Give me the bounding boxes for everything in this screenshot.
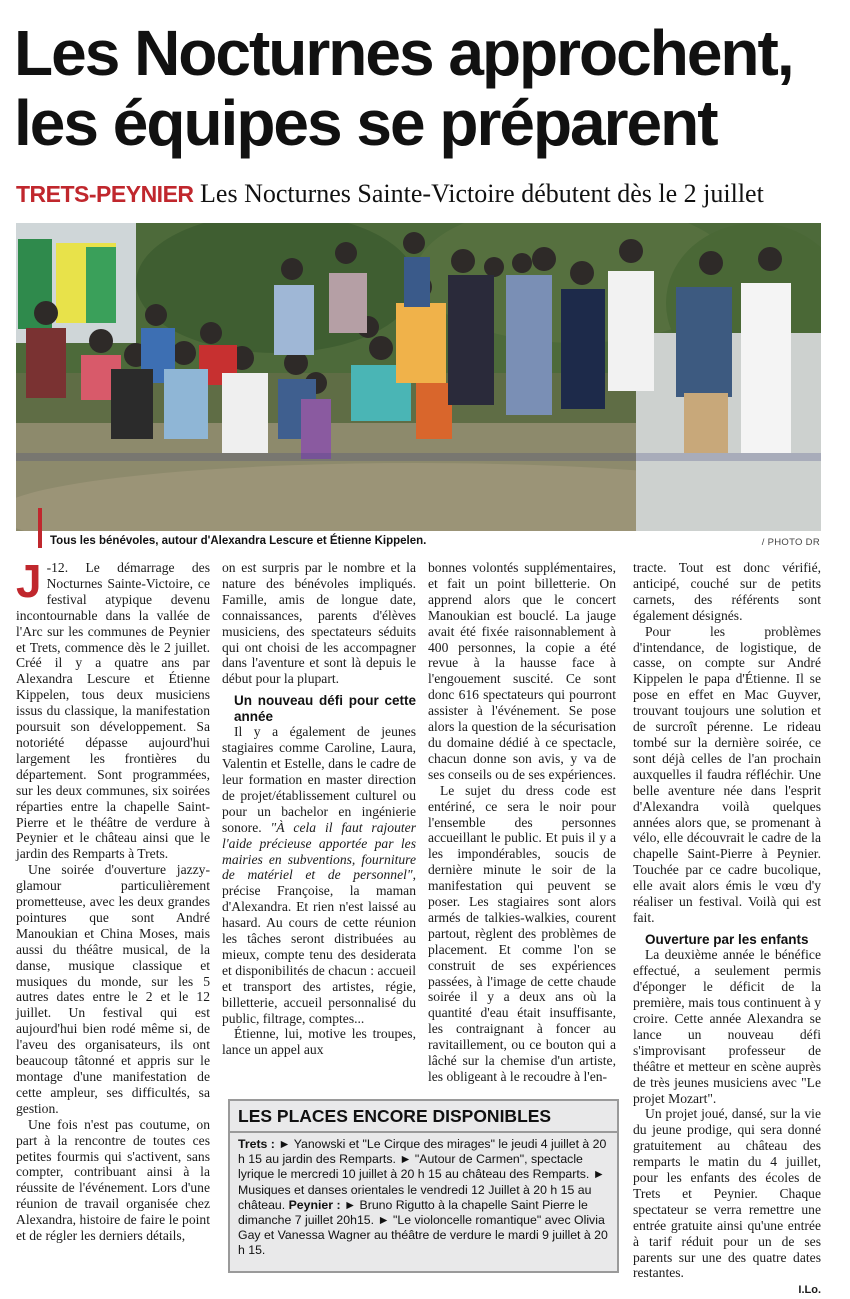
group-photo (16, 223, 821, 531)
peynier-events: ► Bruno Rigutto à la chapelle Saint Pierre le dimanche 7 juillet 20h15. ► "Le violoncelle romantique" avec Olivia Gay et Vanessa Wagner au théâtre de verdure le mardi 9 juillet à 20 h 15. (238, 1197, 608, 1258)
subheading: Ouverture par les enfants (645, 931, 809, 947)
paragraph: J -12. Le démarrage des Nocturnes Sainte-Victoire, ce festival atypique devenu incontournable dans la vallée de l'Arc sur les communes de Peynier et Trets, commence dès le 2 juillet. Créé il y a quatre ans par Alexandra Lescure et Étienne Kippelen, tous deux musiciens issus du classique, la manifestation poursuit son développement. Sa notoriété dépasse aujourd'hui largement les frontières du département. Sont programmées, sur les deux communes, six soirées réparties entre la chapelle Saint-Pierre et le théâtre de verdure à Peynier et le château ainsi que le jardin des Remparts à Trets. (16, 555, 210, 862)
location-tag: TRETS-PEYNIER (16, 181, 194, 207)
paragraph: Étienne, lui, motive les troupes, lance un appel aux (222, 1026, 416, 1058)
paragraph: Le sujet du dress code est entériné, ce sera le noir pour l'ensemble des personnes accueillant le public. Et puis il y a les impondérables, soucis de dernière minute le soir de la manifestation qui peuvent se poser. Les stagiaires sont alors armés de talkies-walkies, courent partout, règlent des problèmes de placement. Et comme l'on se construit de ses expériences passées, à l'image de cette chaude soirée il y a deux ans où la quantité d'eau était insuffisante, les contraignant à foncer au ravitaillement, ou ce bouton qui a lâché sur la chemise d'un artiste, les obligeant à le recoudre à l'en- (428, 782, 616, 1084)
info-box-divider (230, 1131, 617, 1133)
paragraph: Une fois n'est pas coutume, on part à la rencontre de toutes ces petites fourmis qui s'activent, sans compter, contribuant ainsi à la réussite de l'événement. Lors d'une réunion de travail organisée chez Alexandra, histoire de faire le point et de régler les derniers détails, (16, 1116, 210, 1244)
info-box-text (238, 1137, 610, 1259)
headline-line-1: Les Nocturnes approchent, (14, 17, 793, 89)
paragraph: tracte. Tout est donc vérifié, anticipé, couché sur de petits carnets, des référents sont également désignés. (633, 560, 821, 623)
paragraph: Un projet joué, dansé, sur la vie du jeune prodige, qui sera donné gratuitement au château des remparts le matin du 4 juillet, pour les enfants des écoles de Trets et Peynier. Chaque spectateur se verra remettre une entrée gratuite ainsi qu'une entrée à tarif réduit pour un de ses parents sur une des quatre dates restantes. (633, 1106, 821, 1281)
headline (14, 18, 834, 158)
paragraph: bonnes volontés supplémentaires, et fait un point billetterie. On apprend alors que le concert Manoukian est bouclé. La jauge avait été fixée raisonnablement à 400 personnes, la copie a été revue à la hausse face à l'engouement suscité. Ce sont donc 616 spectateurs qui pourront assister à l'événement. Se pose alors la question de la sécurisation du domaine dédié à ce spectacle, chacun donne son avis, y va de ses conseils ou de ses expériences. (428, 560, 616, 782)
subheadline-text: Les Nocturnes Sainte-Victoire débutent dès le 2 juillet (193, 179, 764, 208)
paragraph: La deuxième année le bénéfice effectué, a seulement permis d'éponger le déficit de la première, mais tous continuent à y croire. Cette année Alexandra se lance un nouveau défi s'improvisant professeur de théâtre et metteur en scène auprès de très jeunes musiciens avec "Le projet Mozart". (633, 947, 821, 1106)
headline-line-2: les équipes se préparent (14, 87, 717, 159)
article-column-3 (428, 560, 616, 1085)
photo-caption: Tous les bénévoles, autour d'Alexandra Lescure et Étienne Kippelen. (50, 535, 427, 547)
drop-cap: J (16, 555, 42, 607)
photo-credit: / PHOTO DR (761, 537, 820, 548)
article-column-2 (222, 560, 416, 1058)
info-box (228, 1099, 619, 1273)
trets-label: Trets : (238, 1137, 275, 1151)
caption-marker (38, 508, 42, 548)
article-column-1 (16, 555, 210, 1244)
author-signature: I.Lo. (798, 1284, 821, 1297)
paragraph: Pour les problèmes d'intendance, de logistique, de casse, on compte sur André Kippelen le papa d'Étienne. Il se pose en effet en Mac Guyver, trouvant toujours une solution et de surcroît pérenne. Le rideau tombé sur la dernière soirée, ce sont déjà celles de l'an prochain auxquelles il faudra réfléchir. Une belle aventure née dans l'esprit d'Alexandra voilà quelques années alors que, se promenant à vélo, elle découvrait le cadre de la chapelle Saint-Pierre à Peynier. Touchée par ce cadre bucolique, elle avait alors émis le vœu d'y réaliser un festival. Voilà qui est fait. (633, 623, 821, 925)
trets-events: ► Yanowski et "Le Cirque des mirages" le jeudi 4 juillet à 20 h 15 au jardin des Remparts. ► "Autour de Carmen", spectacle lyrique le mercredi 10 juillet à 20 h 15 au château des Remparts. ► Musiques et danses orientales le vendredi 12 Juillet à 20 h 15 au château. (238, 1137, 607, 1212)
peynier-label: Peynier : (288, 1197, 341, 1212)
paragraph: Il y a également de jeunes stagiaires comme Caroline, Laura, Valentin et Estelle, dans le cadre de leur formation en master direction de projet/établissement culturel ou pour un bachelor en ingénierie sonore. "À cela il faut rajouter l'aide précieuse apportée par les mairies en subventions, fourniture de matériel et de personnel", précise Françoise, la maman d'Alexandra. Et rien n'est laissé au hasard. Au cours de cette réunion les tâches seront distribuées au mieux, compte tenu des desiderata et disponibilités de chacun : accueil et transport des artistes, régie, billetterie, accueil personnalisé du public, filtrage, comptes... (222, 724, 416, 1026)
photo-illustration (16, 223, 821, 531)
article-column-4 (633, 560, 821, 1299)
subheadline (16, 178, 836, 210)
paragraph: on est surpris par le nombre et la nature des bénévoles impliqués. Famille, amis de longue date, connaissances, parents d'élèves musiciens, des spectateurs séduits qui ont choisi de les accompagner dans l'aventure et sont là depuis le début pour la plupart. (222, 560, 416, 687)
paragraph: Une soirée d'ouverture jazzy-glamour particulièrement prometteuse, avec les deux grandes pointures que sont André Manoukian et China Moses, mais aussi du théâtre musical, de la danse, musique classique et musiques du monde, sur les 5 autres dates entre le 2 et le 12 juillet. Un festival qui est aujourd'hui bien rodé même si, de l'aveu des organisateurs, ils ont beaucoup tâtonné et appris sur le montage d'une manifestation de cette ampleur, ses difficultés, sa gestion. (16, 862, 210, 1116)
info-box-title: LES PLACES ENCORE DISPONIBLES (238, 1106, 552, 1126)
quote: "À cela il faut rajouter l'aide précieuse apportée par les mairies en subventions, fourniture de matériel et de personnel" (222, 819, 416, 883)
subheading: Un nouveau défi pour cette année (234, 693, 416, 724)
